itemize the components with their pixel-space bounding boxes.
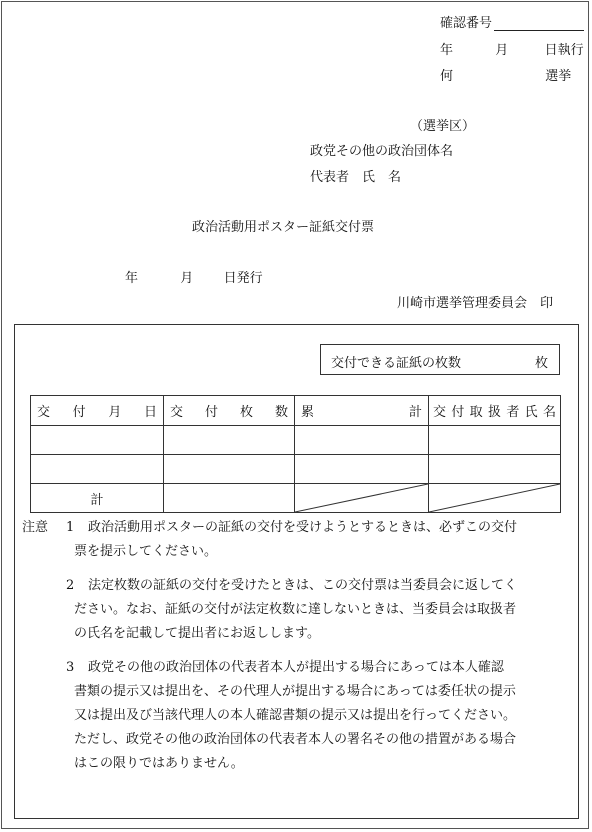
- note-item-1: [22, 516, 577, 564]
- diagonal-strike: [295, 484, 428, 512]
- col-header-handler: 交 付 取 扱 者 氏 名: [429, 396, 561, 426]
- issue-day: 日発行: [223, 271, 263, 286]
- note-line: ださい。なお、証紙の交付が法定枚数に達しないときは、当委員会は取扱者: [74, 602, 517, 617]
- total-label-cell: [31, 484, 164, 513]
- note-number: 2: [66, 578, 75, 593]
- cell-cumulative[interactable]: [295, 426, 429, 455]
- cell-total-cumulative-struck: [295, 484, 429, 513]
- election-name: [440, 65, 571, 84]
- document-title: 政治活動用ポスター証紙交付票: [192, 220, 375, 235]
- cell-count[interactable]: [164, 426, 295, 455]
- total-label: 計: [90, 492, 104, 508]
- table-total-row: [31, 484, 561, 513]
- notes-section: [22, 516, 577, 776]
- party-name-label: 政党その他の政治団体名: [310, 144, 454, 159]
- cell-handler[interactable]: [429, 455, 561, 484]
- confirm-label: 確認番号: [440, 16, 493, 31]
- exec-year: 年: [440, 43, 454, 58]
- note-line: 書類の提示又は提出を、その代理人が提出する場合にあっては委任状の提示: [74, 684, 516, 699]
- note-line: 票を提示してください。: [74, 544, 218, 559]
- note-number: 3: [66, 660, 75, 675]
- note-line: 政治活動用ポスターの証紙の交付を受けようとするときは、必ずこの交付: [88, 520, 518, 535]
- issue-date: [125, 267, 263, 286]
- issue-year: 年: [125, 271, 139, 286]
- note-item-3: [22, 656, 577, 776]
- note-line: 又は提出及び当該代理人の本人確認書類の提示又は提出を行ってください。: [74, 708, 517, 723]
- note-line: の氏名を記載して提出者にお返しします。: [74, 626, 320, 641]
- stamp-count-box: [320, 344, 560, 375]
- note-line: ただし、政党その他の政治団体の代表者本人の署名その他の措置がある場合: [74, 732, 517, 747]
- table-row: [31, 455, 561, 484]
- cell-date[interactable]: [31, 426, 164, 455]
- note-line: はこの限りではありません。: [74, 756, 244, 771]
- issue-record-table: [30, 395, 561, 513]
- cell-date[interactable]: [31, 455, 164, 484]
- stamp-count-unit: 枚: [535, 356, 549, 371]
- note-line: 政党その他の政治団体の代表者本人が提出する場合にあっては本人確認: [88, 660, 504, 675]
- col-header-cumulative: 累 計: [295, 396, 429, 426]
- exec-month: 月: [495, 43, 509, 58]
- representative-label: 代表者 氏 名: [310, 170, 402, 185]
- cell-cumulative[interactable]: [295, 455, 429, 484]
- cell-total-count[interactable]: [164, 484, 295, 513]
- note-item-2: [22, 574, 577, 646]
- cell-total-handler-struck: [429, 484, 561, 513]
- note-number: 1: [66, 520, 75, 535]
- confirm-number-line[interactable]: [494, 17, 584, 31]
- election-label: 選挙: [545, 69, 572, 84]
- confirm-number: [440, 12, 584, 31]
- table-header-row: [31, 396, 561, 426]
- district: （選挙区）: [410, 119, 476, 134]
- note-line: 法定枚数の証紙の交付を受けたときは、この交付票は当委員会に返してく: [88, 578, 518, 593]
- exec-day: 日執行: [544, 43, 584, 58]
- notes-heading: 注意: [22, 520, 49, 535]
- cell-handler[interactable]: [429, 426, 561, 455]
- execution-date: [440, 39, 584, 58]
- col-header-count: 交 付 枚 数: [164, 396, 295, 426]
- table-row: [31, 426, 561, 455]
- election-nani: 何: [440, 69, 454, 84]
- issuer-committee: 川崎市選挙管理委員会 印: [397, 296, 554, 311]
- col-header-date: 交 付 月 日: [31, 396, 164, 426]
- diagonal-strike: [429, 484, 560, 512]
- stamp-count-label: 交付できる証紙の枚数: [331, 356, 462, 371]
- issue-month: 月: [180, 271, 194, 286]
- cell-count[interactable]: [164, 455, 295, 484]
